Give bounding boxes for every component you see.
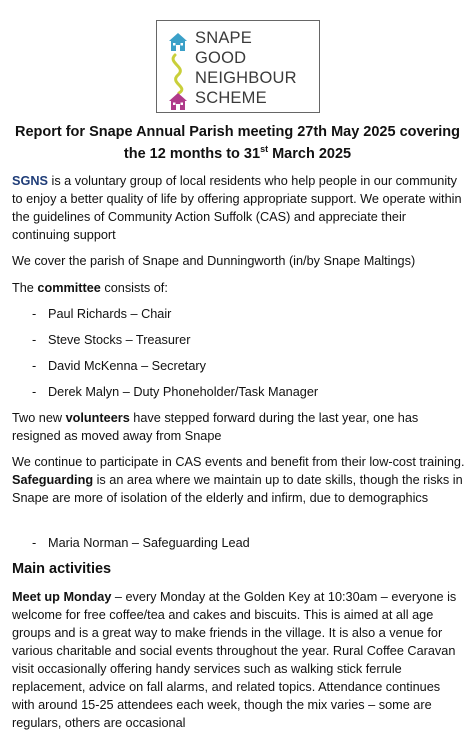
bullet-dash: - bbox=[32, 385, 37, 399]
member-text: Derek Malyn – Duty Phoneholder/Task Manager bbox=[48, 385, 319, 399]
volunteers-paragraph bbox=[12, 409, 466, 445]
committee-member bbox=[32, 383, 318, 401]
safeguarding-bold: Safeguarding bbox=[12, 473, 94, 487]
volunteers-post: have stepped forward during the last year, one has resigned as moved away from Snape bbox=[12, 411, 419, 443]
committee-member bbox=[32, 331, 190, 349]
member-text: Steve Stocks – Treasurer bbox=[48, 333, 191, 347]
title-line2-pre: the 12 months to 31 bbox=[123, 146, 261, 162]
volunteers-bold: volunteers bbox=[65, 411, 130, 425]
member-text: David McKenna – Secretary bbox=[48, 359, 206, 373]
report-title bbox=[12, 121, 463, 165]
intro-text: is a voluntary group of local residents who help people in our community to enjoy a better quality of life by offering appropriate support. We operate within the guidelines of Community Action Suffolk (CAS) and appreciate their continuing support bbox=[12, 174, 462, 242]
bullet-dash: - bbox=[32, 307, 37, 321]
committee-intro bbox=[12, 279, 466, 297]
bullet-dash: - bbox=[32, 333, 37, 347]
meetup-text: – every Monday at the Golden Key at 10:30am – everyone is welcome for free coffee/tea and cakes and biscuits. This is aimed at all age groups and is a great way to make friends in the village. It is also a venue for various charitable and social events throughout the year. Rural Coffee Caravan visit occasionally offering handy services such as walking stick ferrule replacement, advice on fall alarms, and related topics. Attendance continues with around 15-25 attendees each week, though the mix varies – some are regulars, others are occasional bbox=[12, 590, 457, 730]
safeguarding-post: is an area where we maintain up to date skills, though the risks in Snape are more of isolation of the elderly and infirm, due to demographics bbox=[12, 473, 463, 505]
title-line2-post: March 2025 bbox=[268, 146, 352, 162]
bullet-dash: - bbox=[32, 536, 37, 550]
safeguarding-paragraph bbox=[12, 453, 466, 507]
title-line1: Report for Snape Annual Parish meeting 27th May 2025 covering bbox=[14, 124, 461, 140]
main-activities-heading: Main activities bbox=[12, 561, 112, 577]
logo-text-line4: SCHEME bbox=[195, 89, 267, 107]
committee-member bbox=[32, 305, 171, 323]
coverage-paragraph: We cover the parish of Snape and Dunningworth (in/by Snape Maltings) bbox=[12, 254, 416, 268]
title-ordinal-sup: st bbox=[260, 144, 269, 155]
safeguarding-pre: We continue to participate in CAS events and benefit from their low-cost training. bbox=[12, 455, 465, 469]
meetup-paragraph bbox=[12, 588, 466, 732]
title-line2 bbox=[12, 143, 463, 165]
committee-pre: The bbox=[12, 281, 38, 295]
committee-post: consists of: bbox=[100, 281, 168, 295]
member-text: Paul Richards – Chair bbox=[48, 307, 172, 321]
committee-bold: committee bbox=[37, 281, 101, 295]
intro-paragraph bbox=[12, 172, 466, 244]
bullet-dash: - bbox=[32, 359, 37, 373]
safeguarding-lead-text: Maria Norman – Safeguarding Lead bbox=[48, 536, 250, 550]
logo-text-line2: GOOD bbox=[195, 49, 247, 67]
committee-member bbox=[32, 357, 206, 375]
volunteers-pre: Two new bbox=[12, 411, 66, 425]
logo-text-line1: SNAPE bbox=[195, 29, 252, 47]
logo-text-line3: NEIGHBOUR bbox=[195, 69, 297, 87]
brand-name: SGNS bbox=[12, 174, 48, 188]
sgns-logo bbox=[156, 20, 320, 113]
meetup-bold: Meet up Monday bbox=[12, 590, 112, 604]
logo-graphic-icon bbox=[165, 27, 193, 111]
safeguarding-lead bbox=[32, 534, 250, 552]
